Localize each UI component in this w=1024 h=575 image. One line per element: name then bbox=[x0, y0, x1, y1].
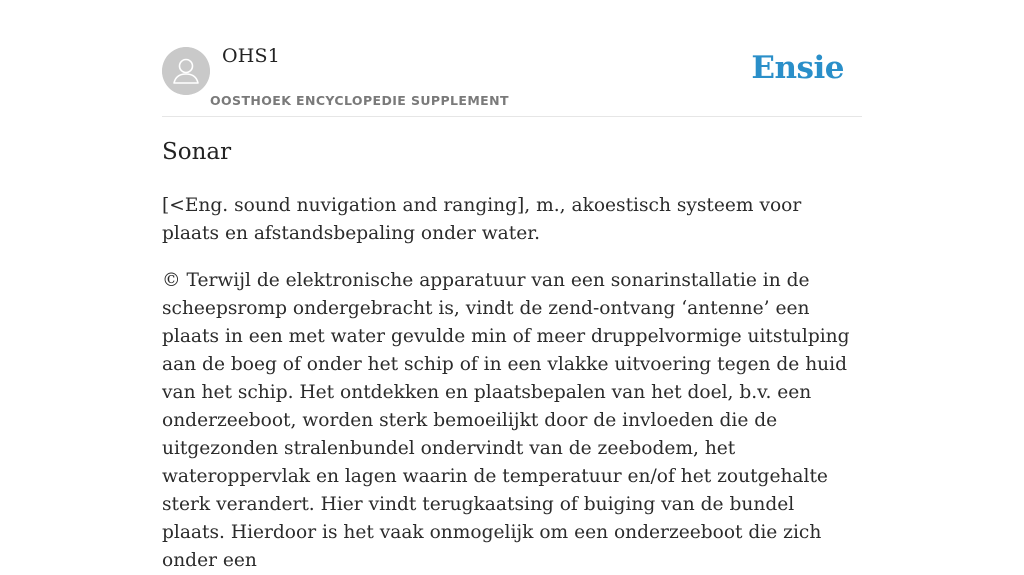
article-page bbox=[162, 0, 862, 571]
source-label[interactable]: OOSTHOEK ENCYCLOPEDIE SUPPLEMENT bbox=[210, 93, 509, 108]
article-paragraph: © Terwijl de elektronische apparatuur van een sonarinstallatie in de scheepsromp ondergebracht is, vindt de zend-ontvang ‘antenne’ een plaats in een met water gevulde min of meer druppelvormige uitstulping aan de boeg of onder het schip of in een vlakke uitvoering tegen de huid van het schip. Het ontdekken en plaatsbepalen van het doel, b.v. een onderzeeboot, worden sterk bemoeilijkt door de invloeden die de uitgezonden stralenbundel ondervindt van de zeebodem, het wateroppervlak en lagen waarin de temperatuur en/of het zoutgehalte sterk verandert. Hier vindt terugkaatsing of buiging van de bundel plaats. Hierdoor is het vaak onmogelijk om een onderzeeboot die zich onder een bbox=[162, 270, 850, 571]
article-header bbox=[162, 0, 862, 117]
article-paragraph: [<Eng. sound nuvigation and ranging], m., akoestisch systeem voor plaats en afstandsbepaling onder water. bbox=[162, 195, 802, 244]
user-silhouette-icon[interactable] bbox=[162, 47, 210, 95]
page-title: Sonar bbox=[162, 139, 232, 165]
author-name[interactable]: OHS1 bbox=[222, 45, 281, 67]
ensie-logo[interactable]: Ensie bbox=[751, 50, 844, 86]
